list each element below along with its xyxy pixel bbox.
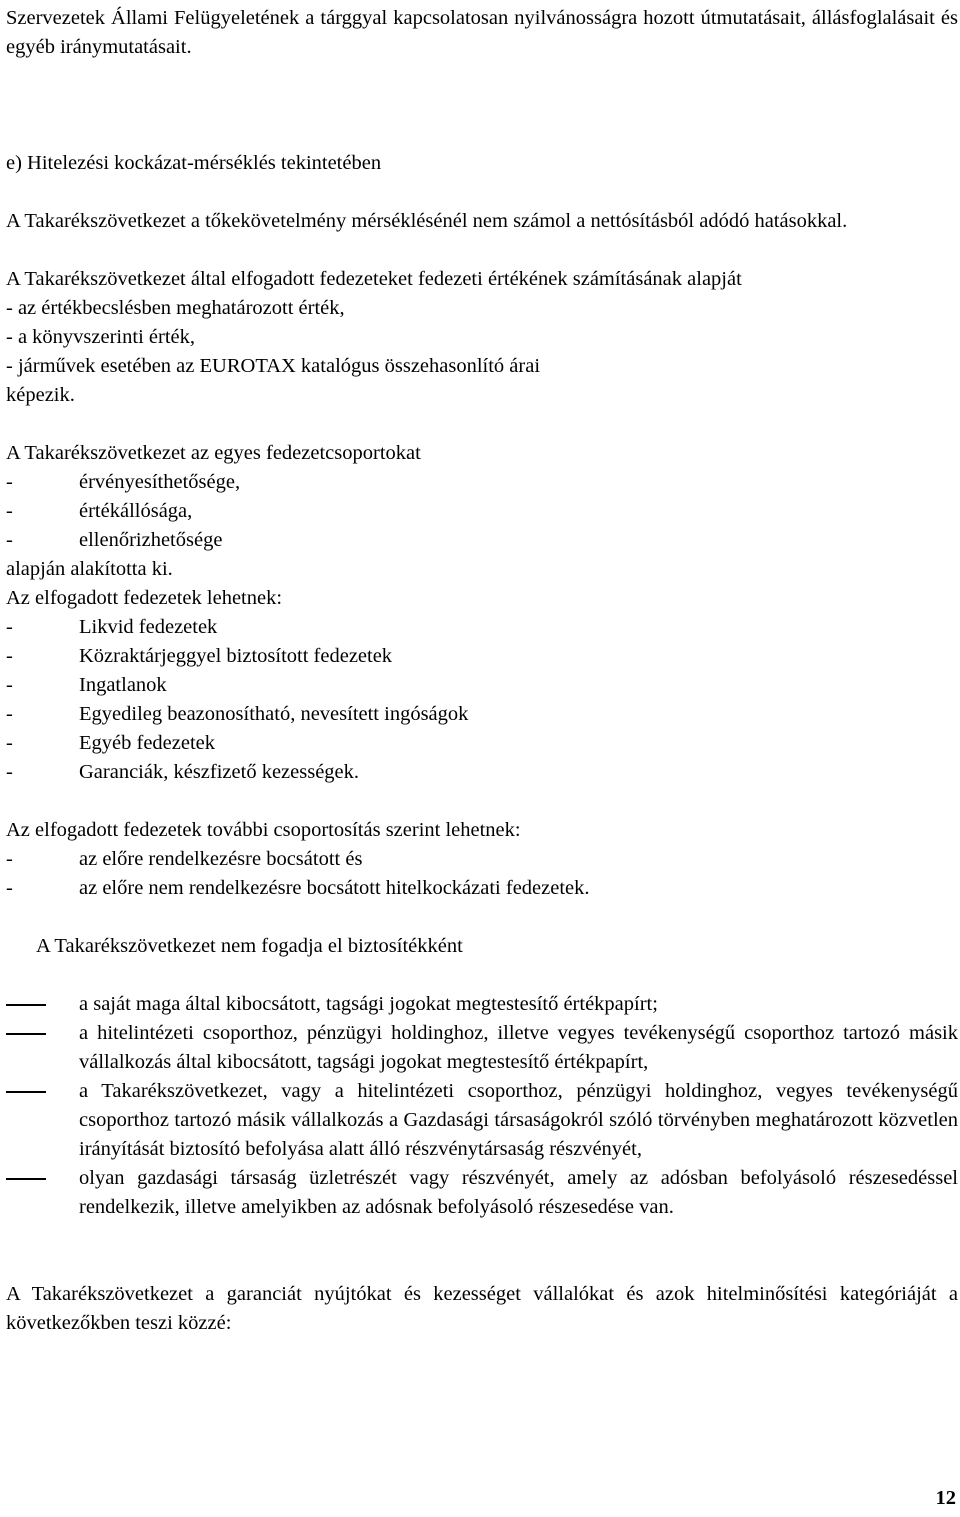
dash-bullet (6, 1033, 46, 1035)
dash-bullet: - (6, 703, 13, 725)
page-number: 12 (935, 1487, 956, 1509)
dash-bullet: - (6, 645, 13, 667)
list-item: a saját maga által kibocsátott, tagsági jogokat megtestesítő értékpapírt; (6, 990, 958, 1019)
dash-bullet: - (6, 529, 13, 551)
intro-paragraph: Szervezetek Állami Felügyeletének a tárggyal kapcsolatosan nyilvánosságra hozott útmutatásait, állásfoglalásait és egyéb iránymutatásait. (6, 7, 958, 58)
spacer (6, 961, 958, 990)
paragraph-guarantors: A Takarékszövetkezet a garanciát nyújtókat és kezességet vállalókat és azok hitelminősítési kategóriáját a következőkben teszi közzé: (6, 1283, 958, 1334)
dash-bullet: - (6, 732, 13, 754)
spacer (6, 120, 958, 149)
list-item: - érvényesíthetősége, (6, 468, 958, 497)
list-item: - ellenőrizhetősége (6, 526, 958, 555)
list-item: a Takarékszövetkezet, vagy a hitelintézeti csoporthoz, pénzügyi holdinghoz, vegyes tevékenységű csoporthoz tartozó másik vállalkozás a Gazdasági társaságokról szóló törvényben meghatározott közvetlen irányítását biztosító befolyása alatt álló részvénytársaság részvényét, (6, 1077, 958, 1164)
list-item: - az előre rendelkezésre bocsátott és (6, 845, 958, 874)
paragraph-not-accepted-lead: A Takarékszövetkezet nem fogadja el biztosítékként (36, 935, 463, 957)
dash-bullet (6, 1178, 46, 1180)
paragraph-collateral-basis-tail: képezik. (6, 384, 75, 406)
spacer (6, 178, 958, 207)
dash-bullet (6, 1091, 46, 1093)
spacer (6, 1222, 958, 1280)
section-heading: e) Hitelezési kockázat-mérséklés tekintetében (6, 152, 382, 174)
list-item: a hitelintézeti csoporthoz, pénzügyi holdinghoz, illetve vegyes tevékenységű csoporthoz tartozó másik vállalkozás által kibocsátott, tagsági jogokat megtestesítő értékpapírt, (6, 1019, 958, 1077)
list-item: - Egyedileg beazonosítható, nevesített ingóságok (6, 700, 958, 729)
collateral-basis-list (6, 294, 958, 381)
not-accepted-list (6, 990, 958, 1222)
spacer (6, 903, 958, 932)
dash-bullet: - (6, 674, 13, 696)
paragraph-accepted-lead: Az elfogadott fedezetek lehetnek: (6, 587, 283, 609)
list-item: olyan gazdasági társaság üzletrészét vagy részvényét, amely az adósban befolyásoló részesedéssel rendelkezik, illetve amelyikben az adósnak befolyásoló részesedése van. (6, 1164, 958, 1222)
list-item: - Garanciák, készfizető kezességek. (6, 758, 958, 787)
list-item: - az értékbecslésben meghatározott érték, (6, 297, 345, 319)
paragraph-collateral-basis-lead: A Takarékszövetkezet által elfogadott fedezeteket fedezeti értékének számításának alapját (6, 268, 742, 290)
dash-bullet: - (6, 500, 13, 522)
paragraph-netting: A Takarékszövetkezet a tőkekövetelmény mérséklésénél nem számol a nettósításból adódó hatásokkal. (6, 210, 848, 232)
list-item: - járművek esetében az EUROTAX katalógus összehasonlító árai (6, 355, 541, 377)
list-item: - Likvid fedezetek (6, 613, 958, 642)
dash-bullet: - (6, 761, 13, 783)
paragraph-groups-lead: A Takarékszövetkezet az egyes fedezetcsoportokat (6, 442, 421, 464)
list-item: - Ingatlanok (6, 671, 958, 700)
spacer (6, 62, 958, 120)
document-page (6, 4, 958, 1338)
list-item: - a könyvszerinti érték, (6, 326, 195, 348)
spacer (6, 787, 958, 816)
dash-bullet (6, 1004, 46, 1006)
paragraph-further-grouping-lead: Az elfogadott fedezetek további csoportosítás szerint lehetnek: (6, 819, 521, 841)
dash-bullet: - (6, 848, 13, 870)
dash-bullet: - (6, 877, 13, 899)
further-grouping-list (6, 845, 958, 903)
spacer (6, 236, 958, 265)
groups-criteria-list (6, 468, 958, 555)
spacer (6, 410, 958, 439)
paragraph-groups-tail: alapján alakította ki. (6, 558, 173, 580)
list-item: - Közraktárjeggyel biztosított fedezetek (6, 642, 958, 671)
accepted-collateral-list (6, 613, 958, 787)
list-item: - az előre nem rendelkezésre bocsátott hitelkockázati fedezetek. (6, 874, 958, 903)
list-item: - értékállósága, (6, 497, 958, 526)
list-item: - Egyéb fedezetek (6, 729, 958, 758)
dash-bullet: - (6, 616, 13, 638)
dash-bullet: - (6, 471, 13, 493)
